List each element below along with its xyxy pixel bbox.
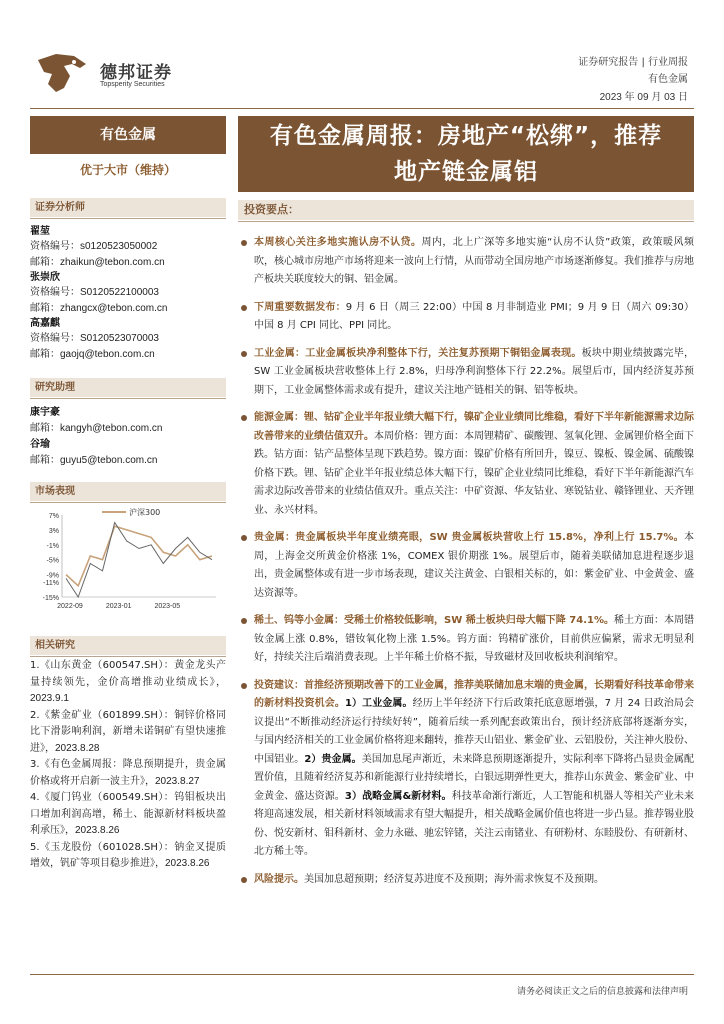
analyst-cert: 资格编号：s0120523050002 [30, 241, 158, 252]
bullet-energy-metals: 能源金属：锂、钴矿企业半年报业绩大幅下行，镍矿企业业绩同比维稳，看好下半年新能源需求边际改善带来的业绩估值双升。本周价格：锂方面：本周锂精矿、碳酸锂、氢氧化锂、金属锂价格全面下跌。钴方面：钴产品整体呈现下跌趋势。镍方面：镍矿价格有所回升，镍豆、镍板、镍金属、硫酸镍价格下跌。锂、钴矿企业半年报业绩总体大幅下行，镍矿企业业绩同比维稳，看好下半年新能源汽车需求边际改善带来的业绩估值双升。重点关注：中矿资源、华友钴业、寒锐钴业、赣锋锂业、天齐锂业、永兴材料。 [238, 409, 694, 520]
footer-divider [30, 974, 694, 975]
rating: 优于大市（维持） [79, 163, 176, 177]
analyst-cert: 资格编号：S0120522100003 [30, 287, 159, 298]
y-tick-label: -1% [46, 542, 59, 550]
y-tick-label: -9% [46, 572, 59, 580]
x-tick-label: 2023-01 [105, 603, 132, 610]
market-chart [30, 505, 226, 615]
bullet-investment-advice: 投资建议：首推经济预期改善下的工业金属，推荐美联储加息末端的贵金属，长期看好科技革命带来的新材料投资机会。1）工业金属。经历上半年经济下行后政策托底意愿增强，7 月 24 日政治局会议提出“不断推动经济运行持续好转”，随着后续一系列配套政策出台，预计经济底部将逐渐夯实，与国内经济相关的工业金属价格将迎来翻转，推荐天山铝业、紫金矿业、云铝股份，关注神火股份、中国铝业。2）贵金属。美国加息尾声渐近，未来降息预期逐渐提升，实际利率下降将凸显贵金属配置价值，且随着经济复苏和新能源行业持续增长，白银远期弹性更大，推荐山东黄金、紫金矿业、中金黄金、盛达资源。3）战略金属&新材料。科技革命渐行渐近，人工智能和机器人等相关产业未来将迎高速发展，相关新材料领域需求有望大幅提升，相关战略金属价值也将进一步凸显。推荐锡业股份、悦安新材、钼科新材、金力永磁、驰宏锌锗，关注云南锗业、有研粉材、东睦股份、有研新材、北方稀土等。 [238, 677, 694, 862]
investment-heading: 投资要点： [238, 200, 694, 220]
bullet-risk: 风险提示。美国加息超预期；经济复苏进度不及预期；海外需求恢复不及预期。 [238, 871, 694, 890]
related-item[interactable]: 1.《山东黄金（600547.SH）：黄金龙头产量持续领先，金价高增推动业绩成长》，2023.9.1 [30, 660, 226, 704]
brand-name-en: Topsperity Securities [100, 81, 165, 88]
report-type: 证券研究报告 | 行业周报 [578, 57, 688, 68]
analyst-email[interactable]: 邮箱：zhaikun@tebon.com.cn [30, 257, 165, 268]
y-tick-label: -15% [42, 595, 59, 602]
related-item[interactable]: 2.《紫金矿业（601899.SH）：铜锌价格同比下滑影响利润，新增未诺铜矿有望快速推进》，2023.8.28 [30, 709, 226, 754]
assistant-name: 康宇豪 [30, 407, 60, 418]
related-item[interactable]: 3.《有色金属周报：降息预期提升，贵金属价格或将开启新一波主升》，2023.8.27 [30, 759, 226, 787]
bullet-core-focus: 本周核心关注多地实施认房不认贷。周内，北上广深等多地实施“认房不认贷”政策，政策暖风频吹，核心城市房地产市场将迎来一波向上行情，从而带动全国房地产市场逐渐修复。我们推荐与房地产板块关联度较大的铜、铝金属。 [238, 234, 694, 290]
y-tick-label: -5% [46, 557, 59, 565]
analyst-cert: 资格编号：S0120523070003 [30, 333, 159, 344]
sector-label: 有色金属 [30, 116, 226, 154]
report-date: 2023 年 09 月 03 日 [599, 92, 688, 103]
bullet-rare-earth: 稀土、钨等小金属：受稀土价格较低影响，SW 稀土板块归母大幅下降 74.1%。稀土方面：本周镨钕金属上涨 0.8%，镨钕氧化物上涨 1.5%。钨方面：钨精矿涨价，目前供应偏紧，需求无明显利好，持续关注后端消费表现。上半年稀土价格不振，导致磁材及回收板块利润缩窄。 [238, 612, 694, 668]
bullet-precious-metals: 贵金属：贵金属板块半年度业绩亮眼，SW 贵金属板块营收上行 15.8%，净利上行 15.7%。本周，上海金交所黄金价格涨 1%，COMEX 银价期涨 1%。展望后市，随着美联储加息进程逐步退出，贵金属整体或有进一步市场表现，建议关注黄金、白银相关标的，如：紫金矿业、中金黄金、盛达资源等。 [238, 529, 694, 603]
investment-points [238, 234, 694, 898]
bullet-data-release: 下周重要数据发布：9 月 6 日（周三 22:00）中国 8 月非制造业 PMI；9 月 9 日（周六 09:30）中国 8 月 CPI 同比、PPI 同比。 [238, 299, 694, 336]
assistant-name: 谷瑜 [30, 439, 50, 450]
assistant-heading: 研究助理 [30, 378, 226, 397]
brand-name-cn: 德邦证券 [100, 63, 172, 83]
related-item[interactable]: 4.《厦门钨业（600549.SH）：钨钼板块出口增加利润高增，稀土、能源新材料板块盈利承压》，2023.8.26 [30, 792, 226, 836]
related-research-list [30, 658, 226, 873]
analyst-name: 翟堃 [30, 226, 50, 237]
analyst-name: 高嘉麒 [30, 318, 60, 329]
y-tick-label: 3% [48, 527, 59, 535]
series-line-hs300 [66, 526, 212, 586]
analyst-name: 张崇欣 [30, 272, 60, 283]
market-heading: 市场表现 [30, 482, 226, 501]
assistant-email[interactable]: 邮箱：guyu5@tebon.com.cn [30, 455, 158, 466]
header-divider [30, 108, 694, 109]
analyst-email[interactable]: 邮箱：gaojq@tebon.com.cn [30, 349, 155, 360]
analyst-email[interactable]: 邮箱：zhangcx@tebon.com.cn [30, 303, 168, 314]
bullet-industrial-metals: 工业金属：工业金属板块净利整体下行，关注复苏预期下铜铝金属表现。板块中期业绩披露完毕，SW 工业金属板块营收整体上行 2.8%，归母净利润整体下行 22.2%。展望后市，国内经济复苏预期下，工业金属整体需求或有提升，建议关注地产链相关的铜、铝等板块。 [238, 345, 694, 401]
legend-label: 沪深300 [129, 508, 161, 517]
assistant-email[interactable]: 邮箱：kangyh@tebon.com.cn [30, 423, 163, 434]
market-chart-svg [30, 505, 226, 615]
related-heading: 相关研究 [30, 636, 226, 655]
y-tick-label: 7% [48, 513, 59, 520]
y-tick-label: -11% [43, 580, 59, 588]
header-sector: 有色金属 [648, 74, 688, 85]
brand-logo [34, 52, 184, 98]
x-tick-label: 2022-09 [57, 603, 83, 610]
report-title: 有色金属周报：房地产“松绑”，推荐地产链金属铝 [238, 116, 694, 192]
analyst-heading: 证券分析师 [30, 198, 226, 217]
brand-logo-icon [34, 52, 90, 94]
x-tick-label: 2023-05 [154, 603, 181, 610]
footer-disclaimer: 请务必阅读正文之后的信息披露和法律声明 [516, 987, 688, 997]
related-item[interactable]: 5.《玉龙股份（601028.SH）：钠金叉提质增效，钒矿等项目稳步推进》，2023.8.26 [30, 841, 226, 869]
